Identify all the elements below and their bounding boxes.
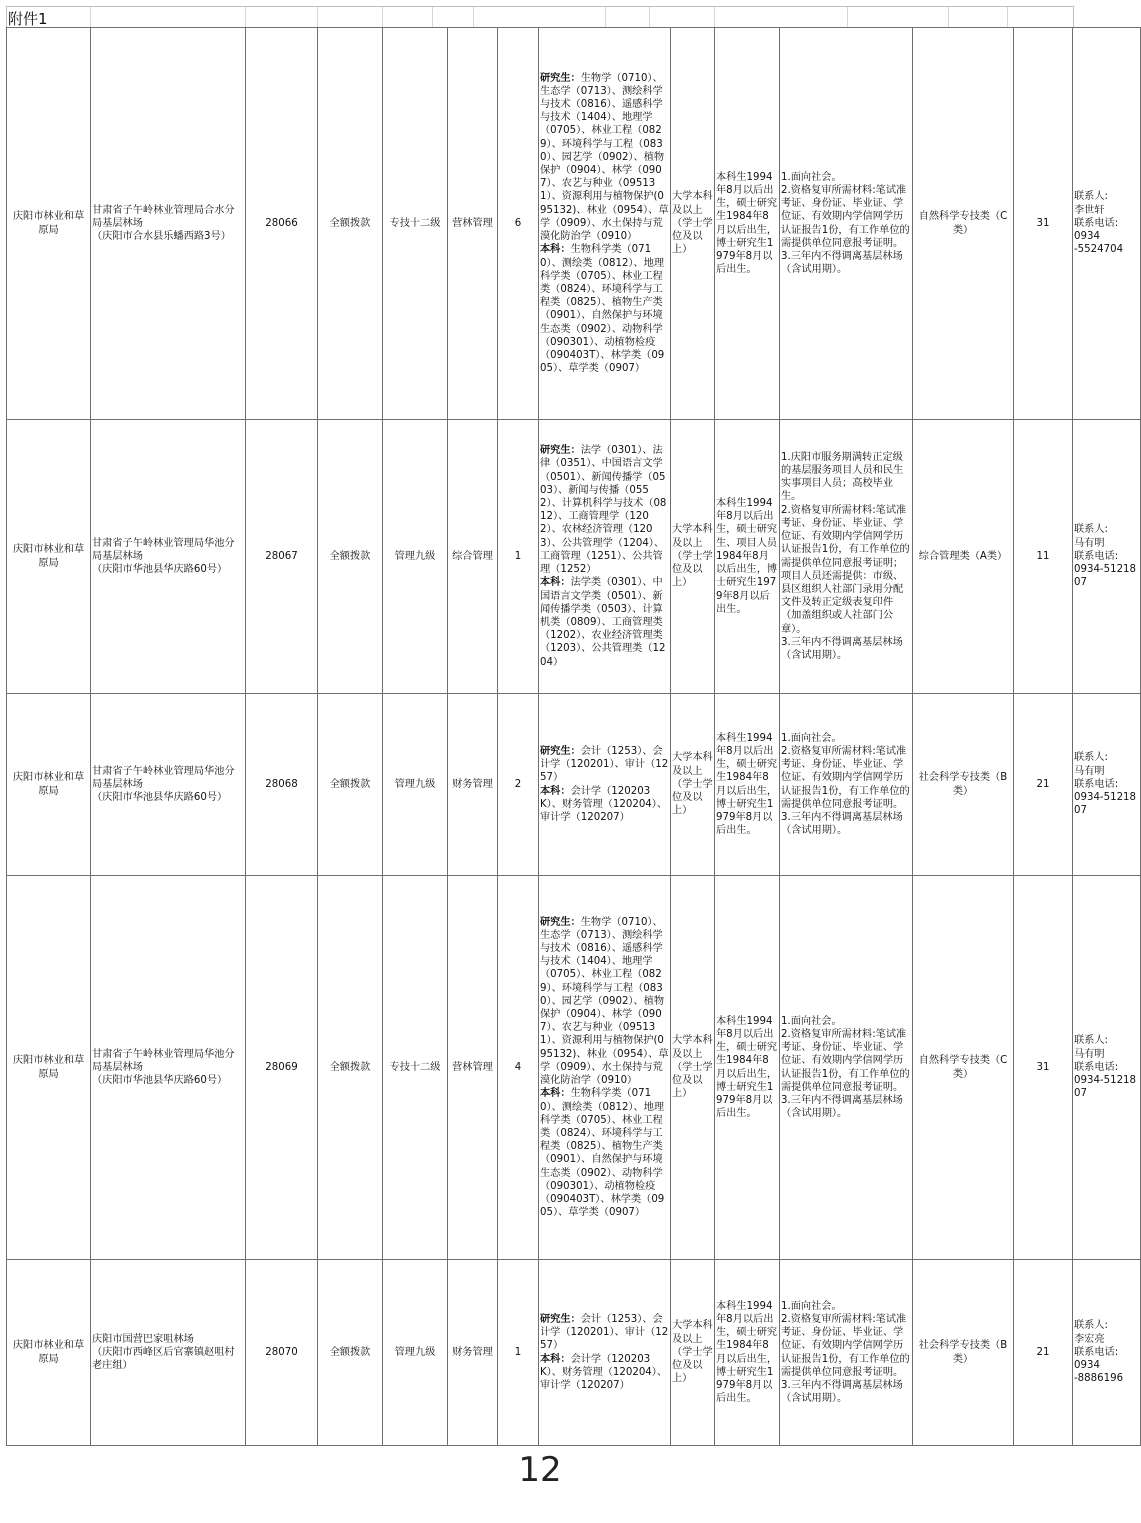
unit-cell: 甘肃省子午岭林业管理局华池分局基层林场 （庆阳市华池县华庆路60号）: [91, 876, 246, 1260]
exam-type-cell: 自然科学专技类（C类）: [913, 876, 1014, 1260]
exam-code-cell: 31: [1014, 28, 1073, 420]
position-code-cell: 28069: [246, 876, 318, 1260]
page-number: 12: [518, 1450, 562, 1490]
exam-type-cell: 社会科学专技类（B类）: [913, 1260, 1014, 1446]
department-cell: 庆阳市林业和草原局: [7, 420, 91, 694]
grad-label: 研究生：: [540, 445, 581, 457]
exam-code-cell: 11: [1014, 420, 1073, 694]
age-cell: 本科生1994年8月以后出生，硕士研究生1984年8月以后出生，博士研究生1979年8月以后出生。: [715, 1260, 780, 1446]
count-cell: 2: [498, 694, 539, 876]
ug-label: 本科：: [540, 577, 571, 589]
position-code-cell: 28070: [246, 1260, 318, 1446]
grad-majors: 会计（1253）、会计学（120201）、审计（1257）: [540, 1313, 669, 1352]
grad-label: 研究生：: [540, 72, 581, 84]
unit-cell: 甘肃省子午岭林业管理局华池分局基层林场 （庆阳市华池县华庆路60号）: [91, 420, 246, 694]
contact-cell: 联系人: 马有明 联系电话: 0934-5121807: [1073, 876, 1141, 1260]
other-requirements-cell: 1.面向社会。 2.资格复审所需材料:笔试准考证、身份证、毕业证、学位证、有效期内学信网学历认证报告1份，有工作单位的需提供单位同意报考证明。 3.三年内不得调离基层林场（含试用期）。: [780, 28, 913, 420]
ug-label: 本科：: [540, 1353, 571, 1365]
ug-majors: 生物科学类（0710）、测绘类（0812）、地理科学类（0705）、林业工程类（0824）、环境科学与工程类（0825）、植物生产类（0901）、自然保护与环境生态类（0902）、动物科学（090301）、动植物检疫（090403T）、林学类（0905）、草学类（0907）: [540, 244, 665, 375]
major-cell: [539, 1260, 671, 1446]
department-cell: 庆阳市林业和草原局: [7, 694, 91, 876]
contact-cell: 联系人: 李世轩 联系电话: 0934 -5524704: [1073, 28, 1141, 420]
unit-cell: 甘肃省子午岭林业管理局合水分局基层林场 （庆阳市合水县乐蟠西路3号）: [91, 28, 246, 420]
level-cell: 专技十二级: [383, 876, 448, 1260]
funding-cell: 全额拨款: [318, 876, 383, 1260]
level-cell: 管理九级: [383, 694, 448, 876]
count-cell: 6: [498, 28, 539, 420]
position-name-cell: 财务管理: [448, 694, 498, 876]
education-cell: 大学本科及以上（学士学位及以上）: [671, 420, 715, 694]
funding-cell: 全额拨款: [318, 694, 383, 876]
other-requirements-cell: 1.面向社会。 2.资格复审所需材料:笔试准考证、身份证、毕业证、学位证、有效期内学信网学历认证报告1份，有工作单位的需提供单位同意报考证明。 3.三年内不得调离基层林场（含试用期）。: [780, 1260, 913, 1446]
major-cell: [539, 876, 671, 1260]
header-grid: [6, 6, 1074, 27]
level-cell: 专技十二级: [383, 28, 448, 420]
age-cell: 本科生1994年8月以后出生，硕士研究生1984年8月以后出生，博士研究生1979年8月以后出生。: [715, 876, 780, 1260]
funding-cell: 全额拨款: [318, 1260, 383, 1446]
count-cell: 1: [498, 420, 539, 694]
ug-majors: 会计学（120203K）、财务管理（120204）、审计学（120207）: [540, 1353, 668, 1391]
grad-majors: 法学（0301）、法律（0351）、中国语言文学（0501）、新闻传播学（0503）、新闻与传播（0552）、计算机科学与技术（0812）、工商管理学（1202）、农林经济管理（1203）、公共管理学（1204）、工商管理（1251）、公共管理（1252）: [540, 445, 667, 576]
contact-cell: 联系人: 马有明 联系电话: 0934-5121807: [1073, 420, 1141, 694]
position-code-cell: 28066: [246, 28, 318, 420]
level-cell: 管理九级: [383, 420, 448, 694]
grad-label: 研究生：: [540, 745, 581, 757]
other-requirements-cell: 1.面向社会。 2.资格复审所需材料:笔试准考证、身份证、毕业证、学位证、有效期内学信网学历认证报告1份，有工作单位的需提供单位同意报考证明。 3.三年内不得调离基层林场（含试用期）。: [780, 694, 913, 876]
table-row: [7, 1260, 1141, 1446]
table-row: [7, 876, 1141, 1260]
contact-cell: 联系人: 李宏亮 联系电话: 0934 -8886196: [1073, 1260, 1141, 1446]
department-cell: 庆阳市林业和草原局: [7, 876, 91, 1260]
exam-code-cell: 21: [1014, 1260, 1073, 1446]
age-cell: 本科生1994年8月以后出生，硕士研究生、项目人员1984年8月以后出生，博士研究生1979年8月以后出生。: [715, 420, 780, 694]
other-requirements-cell: 1.庆阳市服务期满转正定级的基层服务项目人员和民生实事项目人员；高校毕业生。 2.资格复审所需材料:笔试准考证、身份证、毕业证、学位证、有效期内学信网学历认证报告1份，有工作单位的需提供单位同意报考证明；项目人员还需提供：市级、县区组织人社部门录用分配文件及转正定级表复印件（加盖组织或人社部门公章）。 3.三年内不得调离基层林场（含试用期）。: [780, 420, 913, 694]
education-cell: 大学本科及以上（学士学位及以上）: [671, 694, 715, 876]
other-requirements-cell: 1.面向社会。 2.资格复审所需材料:笔试准考证、身份证、毕业证、学位证、有效期内学信网学历认证报告1份，有工作单位的需提供单位同意报考证明。 3.三年内不得调离基层林场（含试用期）。: [780, 876, 913, 1260]
department-cell: 庆阳市林业和草原局: [7, 28, 91, 420]
ug-label: 本科：: [540, 244, 571, 256]
grad-majors: 生物学（0710）、生态学（0713）、测绘科学与技术（0816）、遥感科学与技术（1404）、地理学（0705）、林业工程（0829）、环境科学与工程（0830）、园艺学（0902）、植物保护（0904）、林学（0907）、农艺与种业（095131）、资源利用与植物保护(095132)、林业（0954）、草学（0909）、水土保持与荒漠化防治学（0910）: [540, 72, 669, 243]
position-name-cell: 营林管理: [448, 876, 498, 1260]
grad-majors: 生物学（0710）、生态学（0713）、测绘科学与技术（0816）、遥感科学与技术（1404）、地理学（0705）、林业工程（0829）、环境科学与工程（0830）、园艺学（0902）、植物保护（0904）、林学（0907）、农艺与种业（095131）、资源利用与植物保护(095132)、林业（0954）、草学（0909）、水土保持与荒漠化防治学（0910）: [540, 916, 669, 1087]
table-row: [7, 694, 1141, 876]
ug-majors: 会计学（120203K）、财务管理（120204）、审计学（120207）: [540, 785, 668, 823]
table-row: [7, 28, 1141, 420]
attachment-label: 附件1: [8, 10, 48, 28]
major-cell: [539, 28, 671, 420]
position-code-cell: 28067: [246, 420, 318, 694]
ug-label: 本科：: [540, 785, 571, 797]
age-cell: 本科生1994年8月以后出生，硕士研究生1984年8月以后出生，博士研究生1979年8月以后出生。: [715, 694, 780, 876]
unit-cell: 甘肃省子午岭林业管理局华池分局基层林场 （庆阳市华池县华庆路60号）: [91, 694, 246, 876]
grad-label: 研究生：: [540, 1313, 581, 1325]
ug-majors: 法学类（0301）、中国语言文学类（0501）、新闻传播学类（0503）、计算机类（0809）、工商管理类（1202）、农业经济管理类（1203）、公共管理类（1204）: [540, 577, 666, 668]
grad-label: 研究生：: [540, 916, 581, 928]
age-cell: 本科生1994年8月以后出生，硕士研究生1984年8月以后出生，博士研究生1979年8月以后出生。: [715, 28, 780, 420]
position-code-cell: 28068: [246, 694, 318, 876]
level-cell: 管理九级: [383, 1260, 448, 1446]
position-name-cell: 综合管理: [448, 420, 498, 694]
education-cell: 大学本科及以上（学士学位及以上）: [671, 28, 715, 420]
count-cell: 4: [498, 876, 539, 1260]
department-cell: 庆阳市林业和草原局: [7, 1260, 91, 1446]
education-cell: 大学本科及以上（学士学位及以上）: [671, 876, 715, 1260]
count-cell: 1: [498, 1260, 539, 1446]
exam-type-cell: 综合管理类（A类）: [913, 420, 1014, 694]
exam-code-cell: 31: [1014, 876, 1073, 1260]
table-row: [7, 420, 1141, 694]
exam-type-cell: 社会科学专技类（B类）: [913, 694, 1014, 876]
major-cell: [539, 420, 671, 694]
major-cell: [539, 694, 671, 876]
ug-majors: 生物科学类（0710）、测绘类（0812）、地理科学类（0705）、林业工程类（0824）、环境科学与工程类（0825）、植物生产类（0901）、自然保护与环境生态类（0902）、动物科学（090301）、动植物检疫（090403T）、林学类（0905）、草学类（0907）: [540, 1088, 665, 1219]
funding-cell: 全额拨款: [318, 420, 383, 694]
grad-majors: 会计（1253）、会计学（120201）、审计（1257）: [540, 745, 669, 784]
unit-cell: 庆阳市国营巴家咀林场 （庆阳市西峰区后官寨镇赵咀村老庄组）: [91, 1260, 246, 1446]
contact-cell: 联系人: 马有明 联系电话: 0934-5121807: [1073, 694, 1141, 876]
recruitment-table: [6, 27, 1141, 1446]
exam-code-cell: 21: [1014, 694, 1073, 876]
funding-cell: 全额拨款: [318, 28, 383, 420]
position-name-cell: 财务管理: [448, 1260, 498, 1446]
ug-label: 本科：: [540, 1088, 571, 1100]
exam-type-cell: 自然科学专技类（C类）: [913, 28, 1014, 420]
education-cell: 大学本科及以上（学士学位及以上）: [671, 1260, 715, 1446]
position-name-cell: 营林管理: [448, 28, 498, 420]
